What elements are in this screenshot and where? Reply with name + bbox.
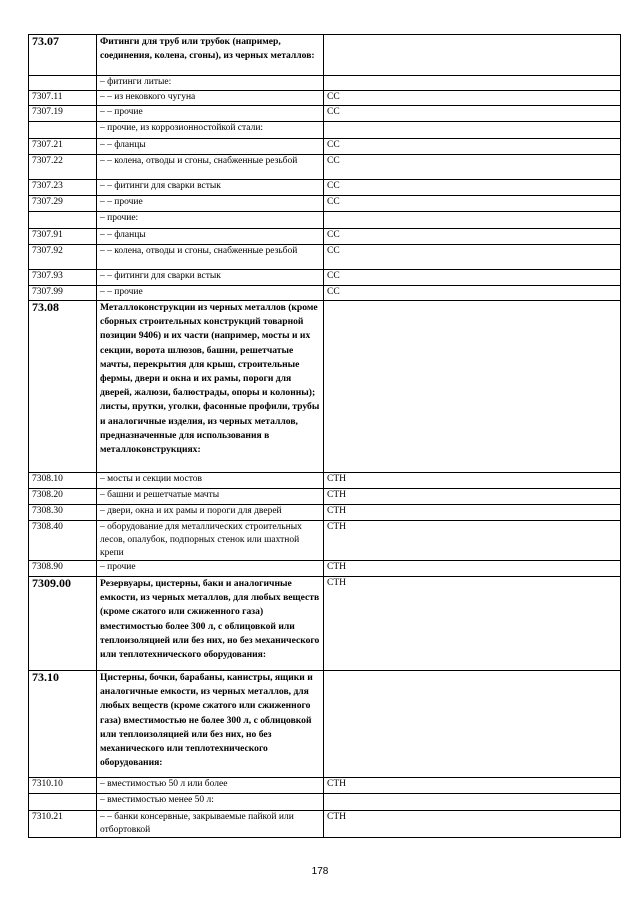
table-row [29,122,621,139]
document-cell: СТН [324,778,621,794]
description-cell: – прочие: [97,212,324,229]
document-cell: СС [324,180,621,196]
code-cell: 73.10 [29,671,97,778]
document-cell: СС [324,196,621,212]
document-cell [324,301,621,473]
description-cell: Цистерны, бочки, барабаны, канистры, ящики и аналогичные емкости, из черных металлов, для любых веществ (кроме сжатого или сжиженного газа) вместимостью не более 300 л, с облицовкой или теплоизоляцией или без них, но без механического или теплотехнического оборудования: [97,671,324,778]
document-cell: СТН [324,577,621,671]
table-row [29,301,621,473]
document-cell [324,35,621,76]
table-row [29,212,621,229]
document-cell: СТН [324,521,621,561]
document-cell: СТН [324,489,621,505]
document-cell: СС [324,286,621,301]
description-cell: – – фитинги для сварки встык [97,270,324,286]
code-cell: 7307.99 [29,286,97,301]
table-row [29,245,621,270]
table-row [29,270,621,286]
description-cell: – мосты и секции мостов [97,473,324,489]
document-cell: СС [324,155,621,180]
description-cell: – – фланцы [97,139,324,155]
document-cell [324,76,621,91]
code-cell: 7307.19 [29,106,97,122]
description-cell: – – фитинги для сварки встык [97,180,324,196]
document-cell: СС [324,229,621,245]
description-cell: – – банки консервные, закрываемые пайкой или отбортовкой [97,811,324,838]
document-cell: СС [324,91,621,106]
description-cell: – вместимостью менее 50 л: [97,794,324,811]
description-cell: Резервуары, цистерны, баки и аналогичные емкости, из черных металлов, для любых веществ (кроме сжатого или сжиженного газа) вместимостью более 300 л, с облицовкой или теплоизоляцией или без них, но без механического или теплотехнического оборудования: [97,577,324,671]
code-cell: 7308.20 [29,489,97,505]
code-cell: 7307.93 [29,270,97,286]
table-row [29,139,621,155]
document-page [28,34,620,838]
description-cell: – – колена, отводы и сгоны, снабженные резьбой [97,245,324,270]
table-row [29,155,621,180]
description-cell: Металлоконструкции из черных металлов (кроме сборных строительных конструкций товарной позиции 9406) и их части (например, мосты и их секции, ворота шлюзов, башни, решетчатые мачты, перекрытия для крыш, строительные фермы, двери и окна и их рамы, пороги для дверей, жалюзи, балюстрады, опоры и колонны); листы, прутки, уголки, фасонные профили, трубы и аналогичные изделия, из черных металлов, предназначенные для использования в металлоконструкциях: [97,301,324,473]
table-row [29,91,621,106]
description-cell: – башни и решетчатые мачты [97,489,324,505]
table-row [29,561,621,577]
table-row [29,229,621,245]
document-cell: СТН [324,561,621,577]
code-cell: 7308.90 [29,561,97,577]
table-row [29,286,621,301]
document-cell: СС [324,270,621,286]
description-cell: – – прочие [97,106,324,122]
document-cell [324,671,621,778]
code-cell: 7307.23 [29,180,97,196]
table-row [29,505,621,521]
code-cell: 7307.22 [29,155,97,180]
code-cell: 7308.40 [29,521,97,561]
table-row [29,521,621,561]
code-cell: 7307.21 [29,139,97,155]
code-cell: 73.08 [29,301,97,473]
code-cell [29,794,97,811]
document-cell: СС [324,106,621,122]
table-row [29,577,621,671]
code-cell [29,122,97,139]
table-row [29,180,621,196]
description-cell: – – фланцы [97,229,324,245]
description-cell: – вместимостью 50 л или более [97,778,324,794]
document-cell: СТН [324,473,621,489]
document-cell: СС [324,245,621,270]
table-row [29,489,621,505]
document-cell [324,122,621,139]
code-cell: 7309.00 [29,577,97,671]
description-cell: – прочие [97,561,324,577]
code-cell [29,212,97,229]
table-row [29,811,621,838]
table-row [29,794,621,811]
description-cell: – двери, окна и их рамы и пороги для дверей [97,505,324,521]
document-cell [324,212,621,229]
description-cell: – прочие, из коррозионностойкой стали: [97,122,324,139]
tariff-table [28,34,621,838]
description-cell: – оборудование для металлических строительных лесов, опалубок, подпорных стенок или шахтной крепи [97,521,324,561]
description-cell: Фитинги для труб или трубок (например, соединения, колена, сгоны), из черных металлов: [97,35,324,76]
table-row [29,778,621,794]
document-cell [324,794,621,811]
code-cell [29,76,97,91]
description-cell: – – из нековкого чугуна [97,91,324,106]
code-cell: 7307.92 [29,245,97,270]
document-cell: СС [324,139,621,155]
code-cell: 7307.91 [29,229,97,245]
code-cell: 7307.11 [29,91,97,106]
page-number: 178 [311,866,329,877]
table-row [29,106,621,122]
code-cell: 73.07 [29,35,97,76]
description-cell: – – прочие [97,196,324,212]
description-cell: – – прочие [97,286,324,301]
table-row [29,196,621,212]
document-cell: СТН [324,505,621,521]
code-cell: 7308.10 [29,473,97,489]
description-cell: – фитинги литые: [97,76,324,91]
code-cell: 7307.29 [29,196,97,212]
table-row [29,473,621,489]
table-row [29,35,621,76]
code-cell: 7310.21 [29,811,97,838]
table-row [29,76,621,91]
document-cell: СТН [324,811,621,838]
code-cell: 7310.10 [29,778,97,794]
description-cell: – – колена, отводы и сгоны, снабженные резьбой [97,155,324,180]
code-cell: 7308.30 [29,505,97,521]
table-row [29,671,621,778]
